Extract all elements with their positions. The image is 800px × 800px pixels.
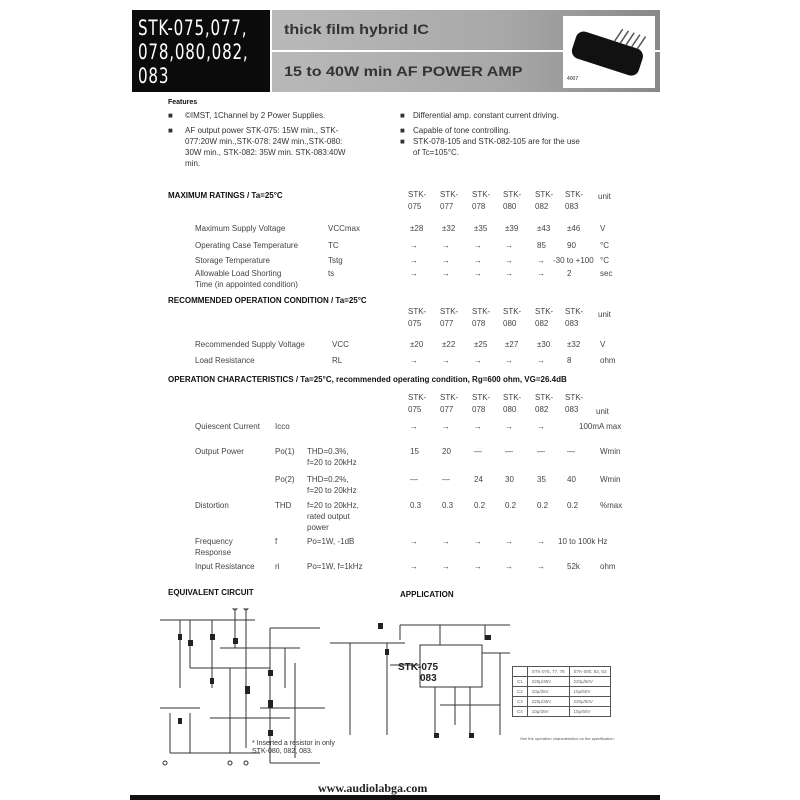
row-value: 2 — [567, 269, 572, 278]
column-header: STK- — [535, 307, 554, 316]
row-condition: f=20 to 20kHz — [307, 486, 357, 495]
row-value: → — [410, 256, 418, 265]
title-line: 083 — [138, 64, 170, 88]
table-row — [513, 697, 611, 707]
column-header: STK- — [440, 307, 459, 316]
row-value: → — [410, 241, 418, 250]
feature-item: min. — [185, 159, 201, 168]
column-header: 082 — [535, 405, 549, 414]
row-label: Response — [195, 548, 232, 557]
application-footnote: See the operation characteristics on the specification. — [520, 736, 615, 741]
row-unit: 10 to 100k Hz — [558, 537, 608, 546]
unit-header: unit — [598, 192, 611, 201]
table-cell: 10μ/50V — [569, 707, 611, 717]
column-header: 077 — [440, 202, 454, 211]
row-value: → — [474, 422, 482, 431]
table-cell: 10μ/35V — [527, 707, 569, 717]
column-header: STK- — [472, 393, 491, 402]
feature-item: 30W min., STK-082: 35W min. STK-083:40W — [185, 148, 346, 157]
bullet-icon: ■ — [168, 111, 173, 120]
column-header: 080 — [503, 405, 517, 414]
row-label: Output Power — [195, 447, 244, 456]
table-row — [513, 677, 611, 687]
package-image — [563, 16, 655, 88]
row-condition: Po=1W, f=1kHz — [307, 562, 363, 571]
row-unit: ohm — [600, 356, 616, 365]
row-symbol: Po(1) — [275, 447, 295, 456]
column-header: STK- — [440, 393, 459, 402]
row-value: → — [505, 269, 513, 278]
column-header: STK- — [472, 307, 491, 316]
title-block — [132, 10, 270, 92]
column-header: 078 — [472, 405, 486, 414]
row-label: Frequency — [195, 537, 233, 546]
row-symbol: VCCmax — [328, 224, 361, 233]
column-header: 083 — [565, 319, 579, 328]
feature-item: STK-078-105 and STK-082-105 are for the use — [413, 137, 580, 146]
table-row — [513, 687, 611, 697]
row-value: → — [537, 256, 545, 265]
row-value: → — [505, 256, 513, 265]
column-header: 077 — [440, 319, 454, 328]
table-cell: 10μ/50V — [569, 687, 611, 697]
row-value: 40 — [567, 475, 576, 484]
row-value: → — [442, 422, 450, 431]
row-value: — — [410, 475, 418, 484]
row-unit: Wmin — [600, 475, 621, 484]
footer-bar — [130, 795, 660, 800]
unit-header: unit — [596, 407, 609, 416]
column-header: 082 — [535, 319, 549, 328]
row-label: Recommended Supply Voltage — [195, 340, 305, 349]
row-value: ±27 — [505, 340, 519, 349]
row-value: → — [442, 537, 450, 546]
table-row — [513, 667, 611, 677]
row-label: Operating Case Temperature — [195, 241, 299, 250]
feature-item: Differential amp. constant current driving. — [413, 111, 559, 120]
row-value: ±28 — [410, 224, 424, 233]
column-header: STK- — [503, 307, 522, 316]
row-symbol: TC — [328, 241, 339, 250]
row-value: → — [537, 422, 545, 431]
banner-hybrid-ic: thick film hybrid IC — [272, 10, 660, 50]
table-cell: C3 — [513, 697, 528, 707]
application-circuit-diagram — [330, 615, 510, 775]
row-value: → — [537, 269, 545, 278]
row-value: 15 — [410, 447, 419, 456]
table-cell: STK-075, 77, 78 — [527, 667, 569, 677]
row-value: ±35 — [474, 224, 488, 233]
row-value: → — [410, 269, 418, 278]
row-condition: Po=1W, -1dB — [307, 537, 355, 546]
row-value: 0.3 — [410, 501, 422, 510]
row-value: 90 — [567, 241, 576, 250]
row-unit: 100mA max — [579, 422, 622, 431]
title-line: 078,080,082, — [138, 40, 249, 64]
feature-item: of Tc=105°C. — [413, 148, 459, 157]
column-header: 075 — [408, 319, 422, 328]
row-value: — — [505, 447, 513, 456]
column-header: STK- — [408, 190, 427, 199]
row-value: 0.2 — [505, 501, 517, 510]
row-condition: rated output — [307, 512, 350, 521]
row-value: → — [474, 241, 482, 250]
row-condition: f=20 to 20kHz — [307, 458, 357, 467]
row-value: 0.2 — [537, 501, 549, 510]
row-unit: Wmin — [600, 447, 621, 456]
row-value: ±22 — [442, 340, 456, 349]
row-value: ±25 — [474, 340, 488, 349]
row-value: 35 — [537, 475, 546, 484]
row-unit: %max — [600, 501, 623, 510]
row-value: ±20 — [410, 340, 424, 349]
row-value: → — [442, 269, 450, 278]
column-header: 078 — [472, 202, 486, 211]
row-value: -30 to +100 — [553, 256, 594, 265]
row-value: ±32 — [567, 340, 581, 349]
table-cell: C1 — [513, 677, 528, 687]
table-cell: 220μ/50V — [569, 697, 611, 707]
column-header: 083 — [565, 405, 579, 414]
row-label: Load Resistance — [195, 356, 255, 365]
row-label: Allowable Load Shorting — [195, 269, 282, 278]
recommended-heading: RECOMMENDED OPERATION CONDITION / Ta=25°C — [168, 296, 367, 305]
column-header: STK- — [565, 393, 584, 402]
column-header: 075 — [408, 405, 422, 414]
row-value: ±32 — [442, 224, 456, 233]
row-value: → — [474, 537, 482, 546]
row-value: 8 — [567, 356, 572, 365]
row-value: — — [567, 447, 575, 456]
column-header: STK- — [535, 190, 554, 199]
column-header: 080 — [503, 202, 517, 211]
column-header: 078 — [472, 319, 486, 328]
row-value: 24 — [474, 475, 483, 484]
table-cell — [513, 667, 528, 677]
table-cell: C2 — [513, 687, 528, 697]
row-value: → — [505, 537, 513, 546]
feature-item: ©IMST, 1Channel by 2 Power Supplies. — [185, 111, 326, 120]
row-value: 20 — [442, 447, 451, 456]
bullet-icon: ■ — [400, 126, 405, 135]
row-symbol: ts — [328, 269, 335, 278]
feature-item: 077:20W min.,STK-078: 24W min.,STK-080: — [185, 137, 343, 146]
row-value: → — [474, 562, 482, 571]
operation-heading: OPERATION CHARACTERISTICS / Ta=25°C, recommended operating condition, Rg=600 ohm, VG=26.4dB — [168, 375, 567, 384]
row-symbol: Po(2) — [275, 475, 295, 484]
row-value: 30 — [505, 475, 514, 484]
column-header: STK- — [535, 393, 554, 402]
row-value: → — [410, 537, 418, 546]
ic-label: STK-075 083 — [398, 662, 439, 684]
row-value: 0.2 — [567, 501, 579, 510]
row-value: — — [537, 447, 545, 456]
row-value: → — [537, 356, 545, 365]
column-header: 082 — [535, 202, 549, 211]
feature-item: AF output power STK-075: 15W min., STK- — [185, 126, 339, 135]
row-symbol: VCC — [332, 340, 349, 349]
row-value: 0.3 — [442, 501, 454, 510]
row-value: ±39 — [505, 224, 519, 233]
row-value: ±30 — [537, 340, 551, 349]
row-condition: power — [307, 523, 329, 532]
unit-header: unit — [598, 310, 611, 319]
row-label: Maximum Supply Voltage — [195, 224, 286, 233]
row-unit: °C — [600, 256, 609, 265]
row-value: — — [442, 475, 450, 484]
column-header: STK- — [440, 190, 459, 199]
row-condition: THD=0.3%, — [307, 447, 349, 456]
table-cell: STK-080, 82, 83 — [569, 667, 611, 677]
application-heading: APPLICATION — [400, 590, 454, 599]
title-line: STK-075,077, — [138, 16, 248, 40]
features-heading: Features — [168, 99, 198, 106]
row-value: 85 — [537, 241, 546, 250]
row-value: → — [410, 422, 418, 431]
banner-power-amp: 15 to 40W min AF POWER AMP — [272, 52, 660, 92]
row-value: ±46 — [567, 224, 581, 233]
equivalent-circuit-note: * Inserted a resistor in only STK-080, 082, 083. — [252, 740, 335, 755]
equivalent-circuit-heading: EQUIVALENT CIRCUIT — [168, 588, 254, 597]
column-header: 080 — [503, 319, 517, 328]
row-value: → — [474, 256, 482, 265]
column-header: STK- — [565, 307, 584, 316]
table-row — [513, 707, 611, 717]
row-value: → — [505, 356, 513, 365]
row-value: → — [442, 256, 450, 265]
row-unit: V — [600, 340, 606, 349]
row-value: → — [505, 422, 513, 431]
feature-item: Capable of tone controlling. — [413, 126, 511, 135]
bullet-icon: ■ — [400, 111, 405, 120]
column-header: 083 — [565, 202, 579, 211]
row-label: Quiescent Current — [195, 422, 260, 431]
capacitor-table — [512, 666, 611, 717]
row-value: → — [474, 269, 482, 278]
footer-url: www.audiolabga.com — [318, 781, 428, 795]
row-value: — — [474, 447, 482, 456]
column-header: STK- — [503, 190, 522, 199]
row-value: → — [442, 356, 450, 365]
row-value: → — [442, 241, 450, 250]
row-value: → — [505, 241, 513, 250]
row-label: Distortion — [195, 501, 229, 510]
column-header: STK- — [565, 190, 584, 199]
row-value: 52k — [567, 562, 580, 571]
column-header: STK- — [408, 307, 427, 316]
table-cell: 10μ/35V — [527, 687, 569, 697]
row-symbol: THD — [275, 501, 292, 510]
row-symbol: Icco — [275, 422, 290, 431]
row-symbol: RL — [332, 356, 343, 365]
row-unit: ohm — [600, 562, 616, 571]
row-label: Storage Temperature — [195, 256, 271, 265]
row-label: Input Resistance — [195, 562, 255, 571]
row-condition: THD=0.2%, — [307, 475, 349, 484]
row-value: → — [505, 562, 513, 571]
row-value: → — [442, 562, 450, 571]
row-value: → — [537, 562, 545, 571]
max-ratings-heading: MAXIMUM RATINGS / Ta=25°C — [168, 191, 283, 200]
table-cell: 220μ/35V — [527, 697, 569, 707]
row-symbol: ri — [275, 562, 280, 571]
column-header: 075 — [408, 202, 422, 211]
column-header: STK- — [472, 190, 491, 199]
row-value: → — [474, 356, 482, 365]
table-cell: 220μ/50V — [569, 677, 611, 687]
row-value: → — [410, 562, 418, 571]
row-value: 0.2 — [474, 501, 486, 510]
row-value: → — [537, 537, 545, 546]
row-value: → — [410, 356, 418, 365]
row-symbol: f — [275, 537, 278, 546]
bullet-icon: ■ — [400, 137, 405, 146]
row-unit: sec — [600, 269, 613, 278]
bullet-icon: ■ — [168, 126, 173, 135]
row-unit: °C — [600, 241, 609, 250]
column-header: STK- — [408, 393, 427, 402]
column-header: STK- — [503, 393, 522, 402]
row-value: ±43 — [537, 224, 551, 233]
row-symbol: Tstg — [328, 256, 343, 265]
column-header: 077 — [440, 405, 454, 414]
row-condition: f=20 to 20kHz, — [307, 501, 359, 510]
package-code: 4007 — [567, 76, 579, 82]
row-unit: V — [600, 224, 606, 233]
table-cell: C4 — [513, 707, 528, 717]
row-label: Time (in appointed condition) — [195, 280, 298, 289]
table-cell: 220μ/35V — [527, 677, 569, 687]
